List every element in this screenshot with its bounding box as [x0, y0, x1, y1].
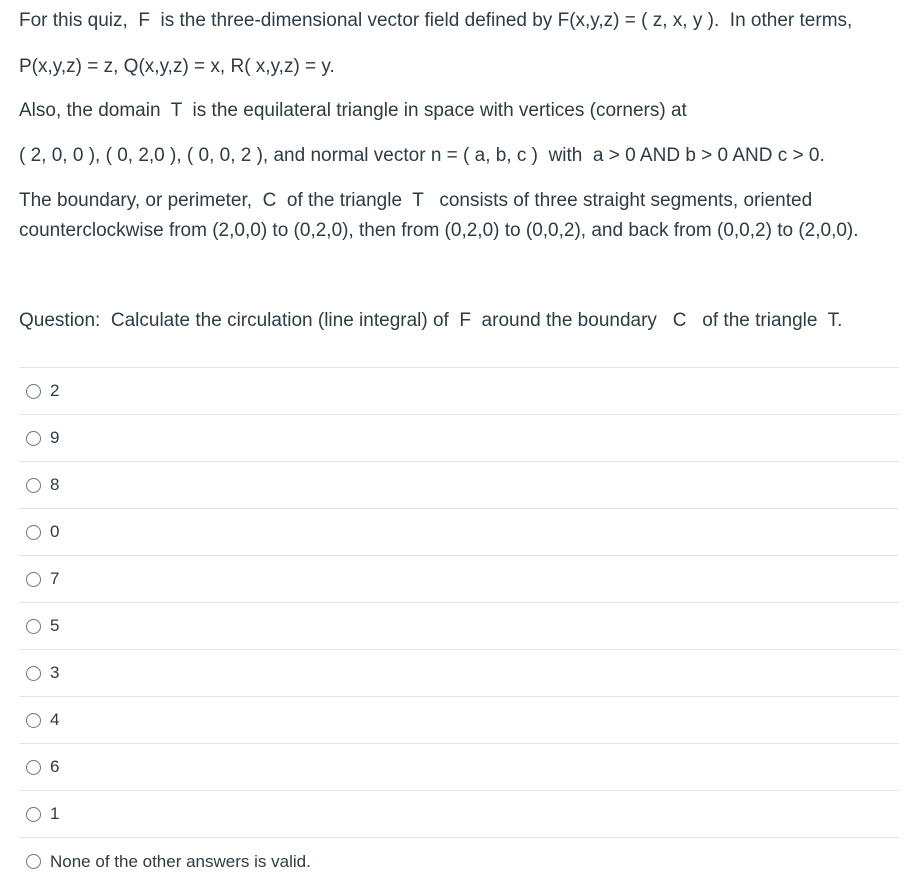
answer-option[interactable] [19, 838, 899, 885]
boundary-line-2: counterclockwise from (2,0,0) to (0,2,0), then from (0,2,0) to (0,0,2), and back from (0,0,2) to (2,0,0). [19, 220, 859, 241]
radio-button[interactable] [26, 854, 41, 869]
answer-option[interactable] [19, 556, 899, 603]
domain-line-1: Also, the domain T is the equilateral triangle in space with vertices (corners) at [19, 100, 687, 121]
radio-button[interactable] [26, 619, 41, 634]
answer-option[interactable] [19, 368, 899, 415]
answer-option[interactable] [19, 791, 899, 838]
intro-line-1: For this quiz, F is the three-dimensional vector field defined by F(x,y,z) = ( z, x, y ). In other terms, [19, 10, 853, 31]
answer-list [19, 367, 899, 885]
radio-button[interactable] [26, 807, 41, 822]
answer-label: 0 [50, 522, 60, 541]
answer-label: 5 [50, 616, 60, 635]
answer-label: 3 [50, 663, 60, 682]
radio-button[interactable] [26, 572, 41, 587]
answer-label: 9 [50, 428, 60, 447]
intro-line-2: P(x,y,z) = z, Q(x,y,z) = x, R( x,y,z) = y. [19, 56, 335, 77]
radio-button[interactable] [26, 478, 41, 493]
radio-button[interactable] [26, 760, 41, 775]
radio-button[interactable] [26, 525, 41, 540]
answer-label: 4 [50, 710, 60, 729]
answer-option[interactable] [19, 509, 899, 556]
answer-option[interactable] [19, 603, 899, 650]
boundary-line-1: The boundary, or perimeter, C of the triangle T consists of three straight segments, oriented [19, 190, 813, 211]
answer-label: 6 [50, 757, 60, 776]
answer-label: 8 [50, 475, 60, 494]
radio-button[interactable] [26, 666, 41, 681]
radio-button[interactable] [26, 713, 41, 728]
answer-label: 7 [50, 569, 60, 588]
answer-label: 2 [50, 381, 60, 400]
answer-label: 1 [50, 804, 60, 823]
answer-option[interactable] [19, 650, 899, 697]
question-prompt: Question: Calculate the circulation (line integral) of F around the boundary C of the triangle T. [19, 310, 843, 331]
radio-button[interactable] [26, 384, 41, 399]
answer-option[interactable] [19, 697, 899, 744]
domain-line-2: ( 2, 0, 0 ), ( 0, 2,0 ), ( 0, 0, 2 ), and normal vector n = ( a, b, c ) with a > 0 AND b > 0 AND c > 0. [19, 145, 825, 166]
answer-label: None of the other answers is valid. [50, 851, 311, 871]
answer-option[interactable] [19, 462, 899, 509]
answer-option[interactable] [19, 744, 899, 791]
radio-button[interactable] [26, 431, 41, 446]
answer-option[interactable] [19, 415, 899, 462]
